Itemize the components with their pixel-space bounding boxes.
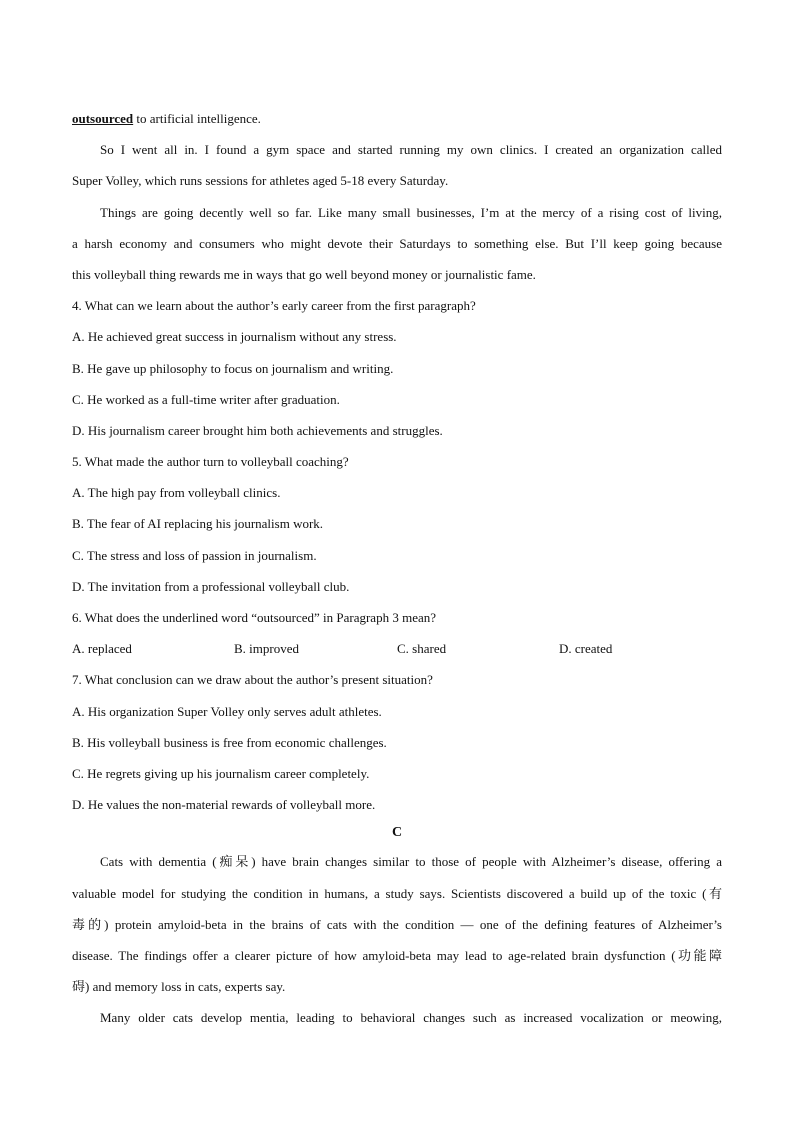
question-5-option-a: A. The high pay from volleyball clinics.: [72, 485, 281, 501]
passage-c-paragraph-line: 碍) and memory loss in cats, experts say.: [72, 979, 286, 995]
passage-b-paragraph-line: So I went all in. I found a gym space and started running my own clinics. I created an organization called: [100, 142, 722, 158]
passage-c-paragraph-line: valuable model for studying the condition in humans, a study says. Scientists discovered a build up of the toxic (有: [72, 885, 722, 901]
passage-c-title: C: [391, 825, 403, 841]
passage-c-paragraph-line: 毒的) protein amyloid-beta in the brains of cats with the condition — one of the defining features of Alzheimer’s: [72, 916, 722, 932]
question-4-option-b: B. He gave up philosophy to focus on journalism and writing.: [72, 360, 394, 376]
passage-c-paragraph-line: disease. The findings offer a clearer picture of how amyloid-beta may lead to age-related brain dysfunction (功能障: [72, 947, 722, 963]
question-6-option-d: D. created: [559, 641, 613, 657]
question-4-option-c: C. He worked as a full-time writer after graduation.: [72, 391, 340, 407]
text-fragment: to artificial intelligence.: [133, 111, 261, 126]
question-6-option-c: C. shared: [397, 641, 447, 657]
question-6-stem: 6. What does the underlined word “outsourced” in Paragraph 3 mean?: [72, 610, 436, 625]
question-7-option-d: D. He values the non-material rewards of volleyball more.: [72, 797, 376, 813]
question-4-option-a: A. He achieved great success in journalism without any stress.: [72, 329, 397, 345]
question-4-option-d: D. His journalism career brought him both achievements and struggles.: [72, 422, 443, 438]
question-7-stem: 7. What conclusion can we draw about the author’s present situation?: [72, 672, 433, 688]
question-4-stem: 4. What can we learn about the author’s early career from the first paragraph?: [72, 298, 476, 314]
passage-b-paragraph-line: this volleyball thing rewards me in ways that go well beyond money or journalistic fame.: [72, 266, 536, 282]
question-7-option-a: A. His organization Super Volley only serves adult athletes.: [72, 703, 382, 719]
question-6-option-b: B. improved: [234, 641, 299, 657]
passage-c-paragraph-line: Cats with dementia (痴呆) have brain changes similar to those of people with Alzheimer’s disease, offering a: [100, 854, 722, 870]
question-7-option-c: C. He regrets giving up his journalism career completely.: [72, 765, 370, 781]
question-6-option-a: A. replaced: [72, 641, 132, 657]
passage-b-paragraph-line: Super Volley, which runs sessions for athletes aged 5-18 every Saturday.: [72, 173, 449, 189]
passage-b-continuation-line: [72, 103, 722, 134]
question-7-option-b: B. His volleyball business is free from economic challenges.: [72, 734, 387, 750]
question-5-option-c: C. The stress and loss of passion in journalism.: [72, 547, 317, 563]
question-6-options: [72, 633, 722, 664]
question-5-option-d: D. The invitation from a professional volleyball club.: [72, 578, 350, 594]
passage-c-paragraph-line: Many older cats develop mentia, leading to behavioral changes such as increased vocalization or meowing,: [100, 1010, 722, 1026]
underlined-word-outsourced: outsourced: [72, 111, 134, 126]
question-5-option-b: B. The fear of AI replacing his journalism work.: [72, 516, 324, 532]
question-5-stem: 5. What made the author turn to volleyball coaching?: [72, 454, 349, 470]
passage-b-paragraph-line: Things are going decently well so far. Like many small businesses, I’m at the mercy of a rising cost of living,: [100, 204, 722, 220]
document-page: [72, 103, 722, 1033]
passage-b-paragraph-line: a harsh economy and consumers who might devote their Saturdays to something else. But I’ll keep going because: [72, 235, 722, 251]
